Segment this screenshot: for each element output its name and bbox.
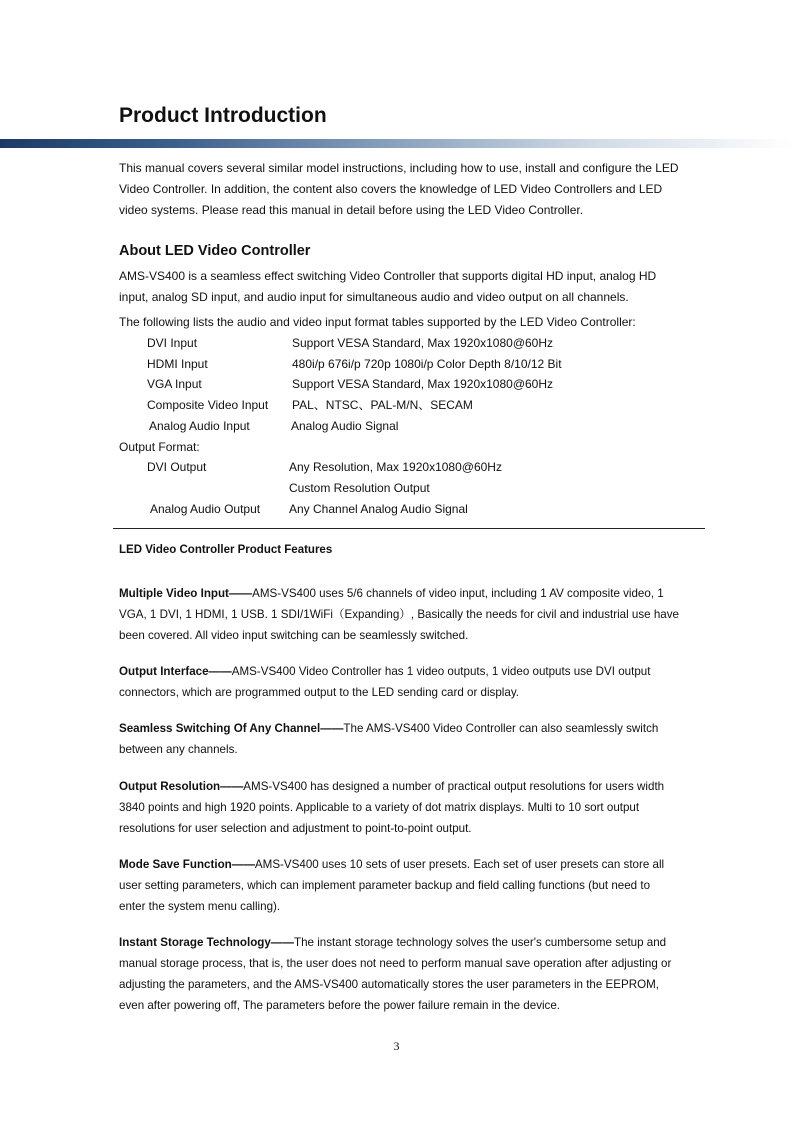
feature-paragraph <box>119 661 679 703</box>
feature-text: AMS-VS400 Video Controller has 1 video outputs, 1 video outputs use DVI output connectors, which are programmed output to the LED sending card or display. <box>119 665 651 699</box>
about-heading: About LED Video Controller <box>119 243 311 259</box>
output-value: Custom Resolution Output <box>289 481 430 495</box>
feature-text: AMS-VS400 uses 10 sets of user presets. Each set of user presets can store all user setting parameters, which can implement parameter backup and field calling functions (but need to enter the system menu calling). <box>119 858 665 913</box>
feature-paragraph <box>119 932 679 1016</box>
feature-paragraph <box>119 854 679 917</box>
feature-title: Instant Storage Technology—— <box>119 936 294 949</box>
features-heading: LED Video Controller Product Features <box>119 544 333 556</box>
table-intro: The following lists the audio and video input format tables supported by the LED Video Controller: <box>119 315 636 329</box>
feature-text: AMS-VS400 has designed a number of practical output resolutions for users width 3840 points and high 1920 points. Applicable to a variety of dot matrix displays. Multi to 10 sort output resolutions for user selection and adjustment to point-to-point output. <box>119 780 665 835</box>
feature-title: Seamless Switching Of Any Channel—— <box>119 722 344 735</box>
input-value: Support VESA Standard, Max 1920x1080@60Hz <box>292 377 554 391</box>
input-label: Analog Audio Input <box>149 419 250 433</box>
input-value: Analog Audio Signal <box>291 419 399 433</box>
output-label: DVI Output <box>147 460 207 474</box>
input-value: PAL、NTSC、PAL-M/N、SECAM <box>292 398 473 412</box>
feature-title: Multiple Video Input—— <box>119 587 253 600</box>
intro-paragraph: This manual covers several similar model instructions, including how to use, install and configure the LED Video Controller. In addition, the content also covers the knowledge of LED Video Controllers and LED video systems. Please read this manual in detail before using the LED Video Controller. <box>119 161 679 217</box>
about-paragraph: AMS-VS400 is a seamless effect switching Video Controller that supports digital HD input, analog HD input, analog SD input, and audio input for simultaneous audio and video output on all channels. <box>119 269 657 304</box>
feature-title: Output Interface—— <box>119 665 232 678</box>
feature-title: Mode Save Function—— <box>119 858 255 871</box>
feature-text: The AMS-VS400 Video Controller can also seamlessly switch between any channels. <box>119 722 659 756</box>
feature-paragraph <box>119 718 679 760</box>
page-title: Product Introduction <box>119 104 327 127</box>
feature-title: Output Resolution—— <box>119 780 244 793</box>
input-label: HDMI Input <box>147 357 208 371</box>
feature-paragraph <box>119 583 679 646</box>
title-gradient-bar <box>0 139 793 148</box>
feature-text: The instant storage technology solves the user's cumbersome setup and manual storage process, that is, the user does not need to perform manual save operation after adjusting or adjusting the parameters, and the AMS-VS400 automatically stores the user parameters in the EEPROM, even after powering off, The parameters before the power failure remain in the device. <box>119 936 672 1012</box>
feature-text: AMS-VS400 uses 5/6 channels of video input, including 1 AV composite video, 1 VGA, 1 DVI, 1 HDMI, 1 USB. 1 SDI/1WiFi（Expanding）, Basically the needs for civil and industrial use have been covered. All video input switching can be seamlessly switched. <box>119 587 679 642</box>
section-divider <box>113 528 705 529</box>
input-value: Support VESA Standard, Max 1920x1080@60Hz <box>292 336 554 350</box>
input-label: DVI Input <box>147 336 198 350</box>
input-label: VGA Input <box>147 377 202 391</box>
page-number: 3 <box>393 1039 400 1053</box>
output-value: Any Channel Analog Audio Signal <box>289 502 468 516</box>
output-format-label: Output Format: <box>119 440 200 454</box>
input-value: 480i/p 676i/p 720p 1080i/p Color Depth 8/10/12 Bit <box>292 357 562 371</box>
input-label: Composite Video Input <box>147 398 269 412</box>
output-value: Any Resolution, Max 1920x1080@60Hz <box>289 460 502 474</box>
feature-paragraph <box>119 776 679 839</box>
output-label: Analog Audio Output <box>150 502 261 516</box>
